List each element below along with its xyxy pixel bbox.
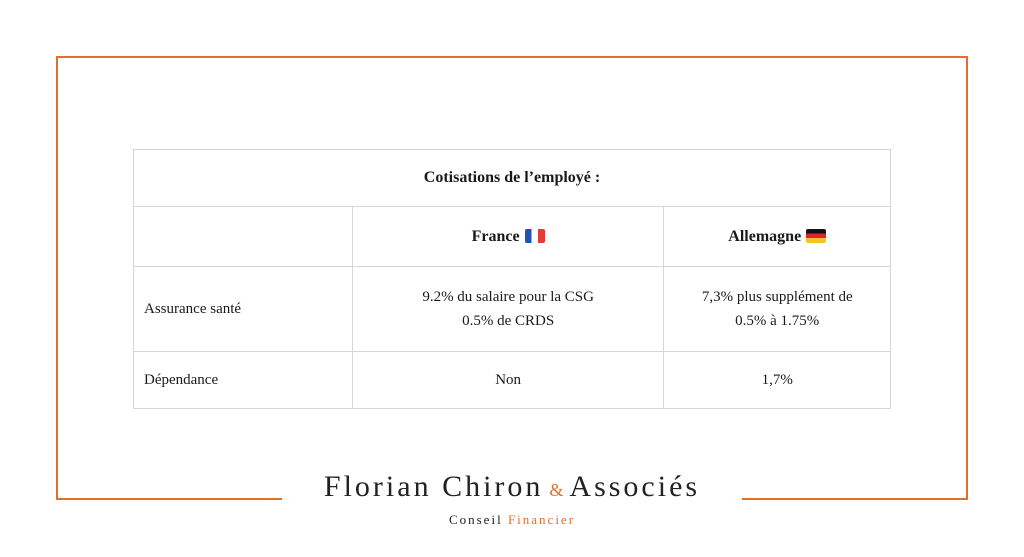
logo-name-part2: Associés — [569, 470, 701, 503]
cell-line: 9.2% du salaire pour la CSG — [422, 289, 594, 305]
flag-fr-icon — [525, 229, 545, 243]
row-label-health: Assurance santé — [134, 267, 353, 352]
header-germany-label: Allemagne — [728, 227, 802, 245]
frame-right-border — [966, 56, 968, 500]
logo-subtitle-part2: Financier — [507, 512, 576, 527]
cell-line: Non — [495, 372, 522, 388]
header-france — [352, 207, 664, 267]
header-germany — [664, 207, 891, 267]
table-title: Cotisations de l’employé : — [134, 150, 891, 207]
contributions-table — [133, 149, 891, 409]
header-empty-cell — [134, 207, 353, 267]
logo-subtitle-part1: Conseil — [448, 512, 503, 527]
flag-de-icon — [806, 229, 826, 243]
frame-left-border — [56, 56, 58, 500]
cell-france-health — [352, 267, 664, 352]
cell-germany-health — [664, 267, 891, 352]
logo-name-part1: Florian Chiron — [323, 470, 544, 503]
table-header-row — [134, 207, 891, 267]
header-france-label: France — [471, 227, 520, 245]
company-logo-name — [282, 470, 742, 504]
table-title-row — [134, 150, 891, 207]
cell-line: 0.5% de CRDS — [462, 313, 555, 329]
frame-top-border — [56, 56, 968, 58]
company-logo-subtitle — [282, 512, 742, 528]
cell-line: 1,7% — [761, 372, 793, 388]
cell-line: 0.5% à 1.75% — [735, 313, 820, 329]
row-label-dependency: Dépendance — [134, 352, 353, 409]
frame-bottom-left-border — [56, 498, 282, 500]
frame-bottom-right-border — [742, 498, 968, 500]
table-row — [134, 267, 891, 352]
table-row — [134, 352, 891, 409]
cell-france-dependency — [352, 352, 664, 409]
logo-ampersand: & — [549, 480, 564, 500]
cell-germany-dependency — [664, 352, 891, 409]
cell-line: 7,3% plus supplément de — [701, 289, 853, 305]
